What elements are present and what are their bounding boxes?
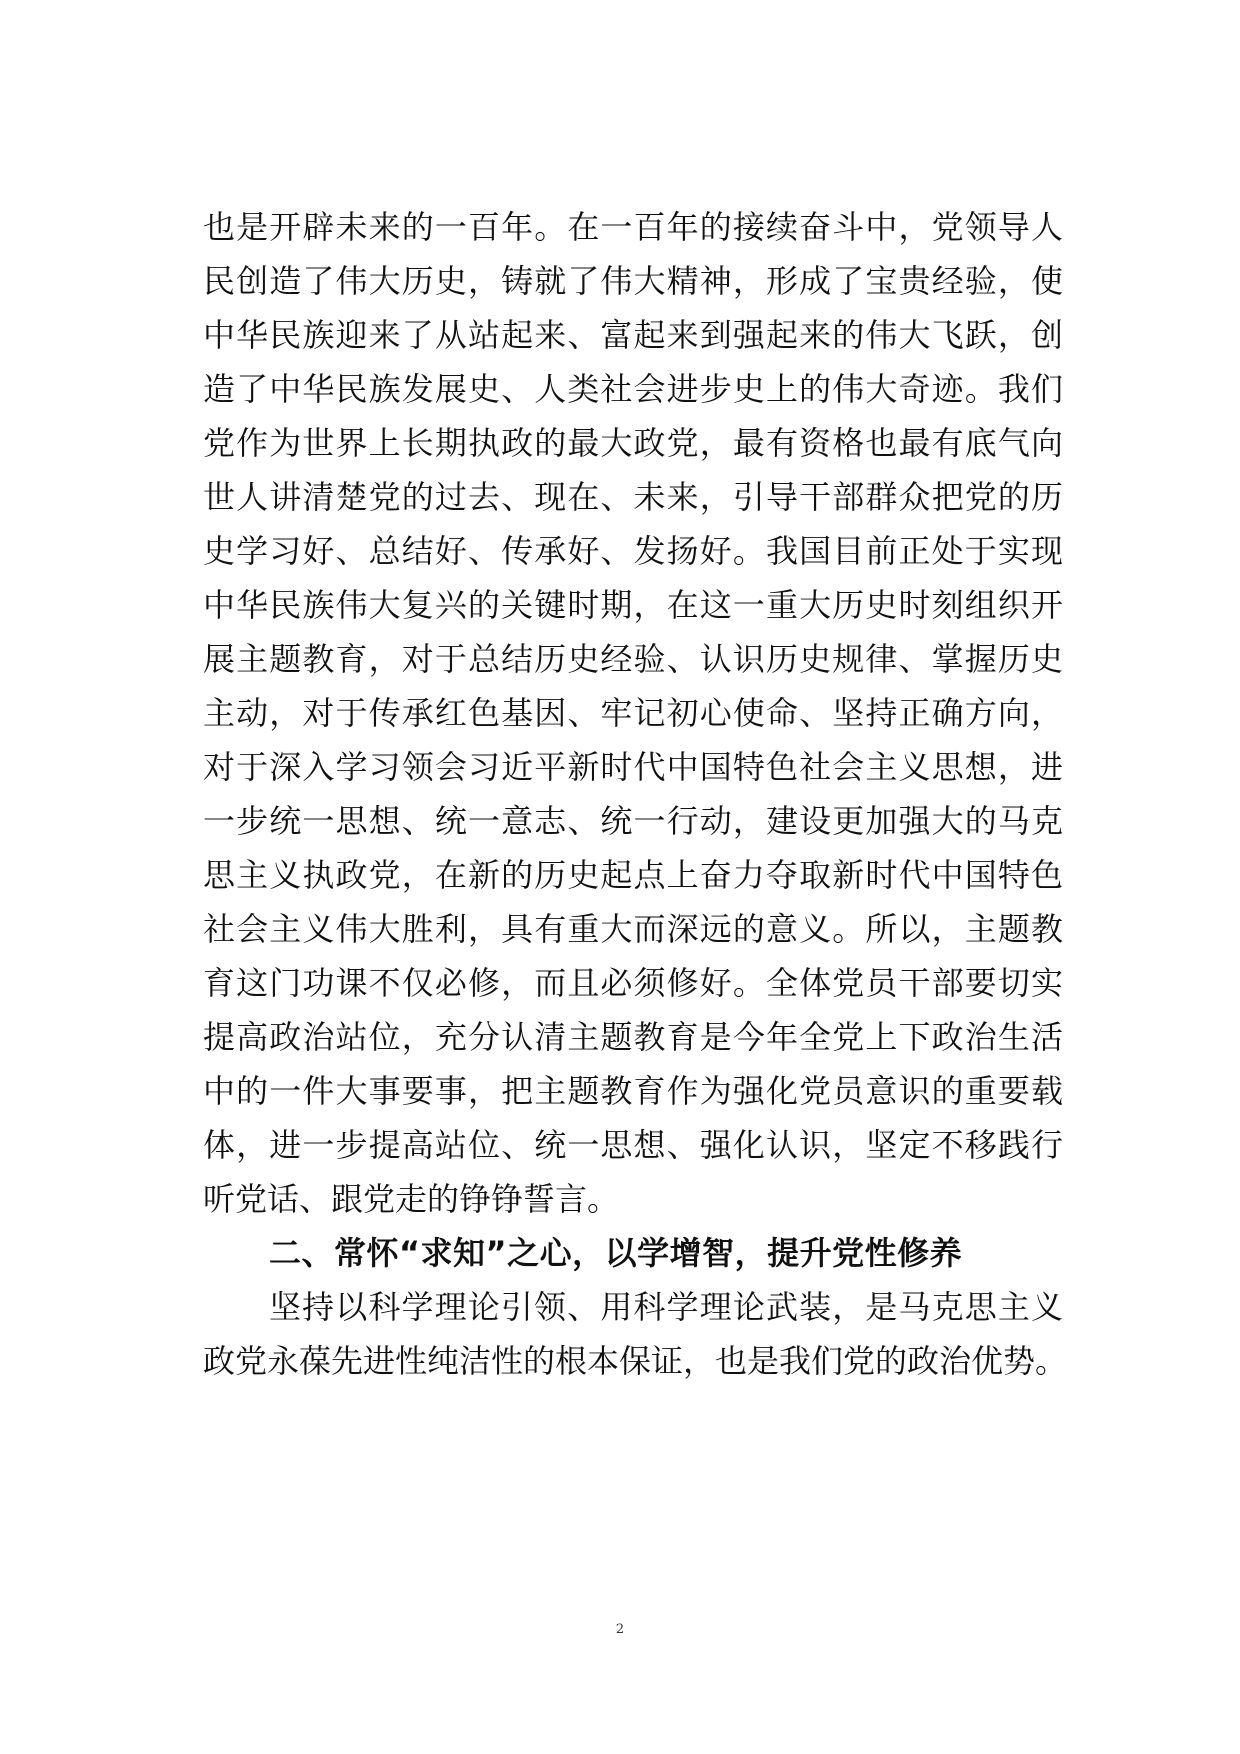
- paragraph-line: 党作为世界上长期执政的最大政党，最有资格也最有底气向: [203, 424, 1063, 462]
- paragraph-line: 政党永葆先进性纯洁性的根本保证，也是我们党的政治优势。: [203, 1342, 1068, 1380]
- paragraph-line: 育这门功课不仅必修，而且必须修好。全体党员干部要切实: [203, 964, 1063, 1002]
- paragraph-line: 提高政治站位，充分认清主题教育是今年全党上下政治生活: [203, 1018, 1063, 1056]
- paragraph-line: 中的一件大事要事，把主题教育作为强化党员意识的重要载: [203, 1072, 1063, 1110]
- paragraph-line: 体，进一步提高站位、统一思想、强化认识，坚定不移践行: [203, 1126, 1063, 1164]
- page-number: 2: [615, 1622, 625, 1637]
- paragraph-line: 世人讲清楚党的过去、现在、未来，引导干部群众把党的历: [203, 478, 1063, 516]
- paragraph-line: 民创造了伟大历史，铸就了伟大精神，形成了宝贵经验，使: [203, 262, 1063, 300]
- paragraph-line: 社会主义伟大胜利，具有重大而深远的意义。所以，主题教: [203, 910, 1063, 948]
- paragraph-line: 造了中华民族发展史、人类社会进步史上的伟大奇迹。我们: [203, 370, 1063, 408]
- paragraph-line: 中华民族伟大复兴的关键时期，在这一重大历史时刻组织开: [203, 586, 1063, 624]
- paragraph-line: 对于深入学习领会习近平新时代中国特色社会主义思想，进: [203, 748, 1063, 786]
- paragraph-line: 听党话、跟党走的铮铮誓言。: [203, 1180, 620, 1218]
- paragraph-line: 中华民族迎来了从站起来、富起来到强起来的伟大飞跃，创: [203, 316, 1063, 354]
- paragraph-line: 一步统一思想、统一意志、统一行动，建设更加强大的马克: [203, 802, 1063, 840]
- paragraph-line: 也是开辟未来的一百年。在一百年的接续奋斗中，党领导人: [203, 208, 1063, 246]
- paragraph-line: 主动，对于传承红色基因、牢记初心使命、坚持正确方向，: [203, 694, 1063, 732]
- body-text: [203, 200, 1068, 1388]
- paragraph-line: 思主义执政党，在新的历史起点上奋力夺取新时代中国特色: [203, 856, 1063, 894]
- paragraph-line: 坚持以科学理论引领、用科学理论武装，是马克思主义: [269, 1288, 1063, 1326]
- paragraph-line: 展主题教育，对于总结历史经验、认识历史规律、掌握历史: [203, 640, 1063, 678]
- paragraph-line: 史学习好、总结好、传承好、发扬好。我国目前正处于实现: [203, 532, 1063, 570]
- section-heading: 二、常怀“求知”之心，以学增智，提升党性修养: [269, 1234, 963, 1272]
